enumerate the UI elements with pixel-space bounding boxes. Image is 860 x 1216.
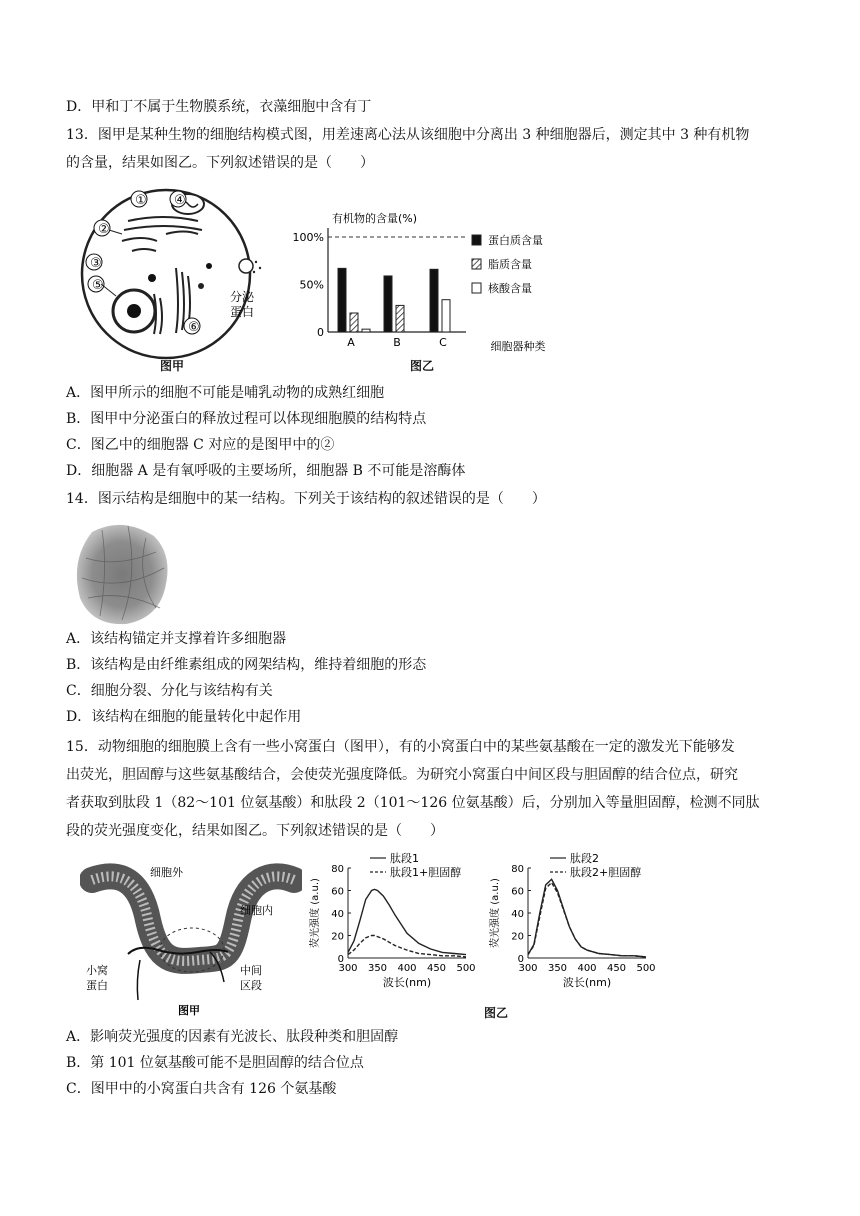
peptide1-legend-label-0: 肽段1 [390,852,419,865]
peptide1-x-tick: 300 [338,963,358,974]
peptide2-ylabel: 荧光强度 (a.u.) [490,878,501,948]
peptide2-y-tick: 20 [511,931,524,943]
q15-stem-line3: 者获取到肽段 1（82～101 位氨基酸）和肽段 2（101～126 位氨基酸）后，分别加入等量胆固醇，检测不同肽 [66,795,760,811]
q15-fig-b-caption: 图乙 [484,1006,509,1020]
peptide1-y-tick: 40 [331,909,344,920]
inside-label: 细胞内 [240,904,273,917]
caveolae-membrane-diagram [80,850,302,1018]
q13-option-b: B．图甲中分泌蛋白的释放过程可以体现细胞膜的结构特点 [66,411,427,427]
caveolin-label-2: 蛋白 [86,979,108,992]
peptide1-series-0 [348,889,466,954]
peptide1-y-tick: 20 [331,931,344,943]
peptide2-y-tick: 40 [511,909,524,920]
q15-option-b: B．第 101 位氨基酸可能不是胆固醇的结合位点 [66,1055,364,1071]
peptide1-x-tick: 350 [367,963,388,974]
peptide1-series-1 [348,936,466,957]
caveolin-label-1: 小窝 [86,964,108,977]
q13-option-c: C．图乙中的细胞器 C 对应的是图甲中的② [66,437,335,453]
peptide2-legend-label-0: 肽段2 [570,852,599,865]
legend-label-1: 脂质含量 [488,258,532,271]
peptide2-x-tick: 350 [547,963,568,974]
q15-stem-line1: 15．动物细胞的细胞膜上含有一些小窝蛋白（图甲），有的小窝蛋白中的某些氨基酸在一定的激发光下能够发 [66,739,735,755]
peptide2-x-tick: 300 [518,963,538,974]
secreted-protein-label-1: 分泌 [230,290,255,304]
middle-segment-label-1: 中间 [240,964,262,977]
q14-option-b: B．该结构是由纤维素组成的网架结构，维持着细胞的形态 [66,657,427,673]
legend-swatch-1 [472,259,481,269]
label-6: ⑥ [188,320,200,335]
middle-segment-label-2: 区段 [240,979,262,992]
peptide2-x-tick: 450 [606,963,627,974]
q14-option-d: D．该结构在细胞的能量转化中起作用 [66,709,302,725]
peptide1-x-tick: 450 [426,963,447,974]
peptide2-xlabel: 波长(nm) [562,976,612,989]
peptide1-x-tick: 400 [397,963,417,974]
peptide1-y-tick: 60 [331,886,344,898]
q15-fig-a-caption: 图甲 [178,1004,200,1017]
peptide1-x-tick: 500 [456,963,476,974]
q14-option-c: C．细胞分裂、分化与该结构有关 [66,683,273,699]
label-1: ① [135,193,147,208]
q13-option-d: D．细胞器 A 是有氧呼吸的主要场所，细胞器 B 不可能是溶酶体 [66,463,466,479]
peptide1-fluorescence-chart [306,850,478,1000]
q15-option-c: C．图甲中的小窝蛋白共含有 126 个氨基酸 [66,1081,337,1097]
bar-chart-y-tick: 100% [292,231,324,244]
peptide1-y-tick: 0 [337,954,344,965]
bar-chart-ylabel: 有机物的含量(%) [332,212,418,225]
bar-B-1 [396,305,404,332]
peptide1-xlabel: 波长(nm) [382,976,432,989]
q13-stem-line1: 13．图甲是某种生物的细胞结构模式图，用差速离心法从该细胞中分离出 3 种细胞器后，测定其中 3 种有机物 [66,127,750,143]
bar-chart-x-tick: C [439,336,447,349]
peptide2-legend-label-1: 肽段2+胆固醇 [570,866,642,879]
peptide2-y-tick: 60 [511,886,524,898]
bar-chart-y-tick: 50% [299,278,324,292]
peptide2-series-1 [528,883,646,957]
q13-fig-b-caption: 图乙 [410,359,435,373]
bar-chart-x-tick: B [393,336,401,349]
bar-A-2 [362,329,370,332]
q13-stem-line2: 的含量，结果如图乙。下列叙述错误的是（ ） [66,155,374,171]
q13-bar-chart [286,192,556,356]
q15-option-a: A．影响荧光强度的因素有光波长、肽段种类和胆固醇 [66,1029,399,1045]
legend-label-0: 蛋白质含量 [488,234,543,247]
q14-stem: 14．图示结构是细胞中的某一结构。下列关于该结构的叙述错误的是（ ） [66,491,546,507]
cytoskeleton-micrograph [72,518,172,626]
label-5: ⑤ [92,278,104,293]
bar-B-0 [384,276,392,332]
legend-swatch-0 [472,235,481,245]
bar-chart-y-tick: 0 [317,326,324,339]
bar-C-2 [442,300,450,332]
peptide2-x-tick: 500 [636,963,656,974]
peptide1-ylabel: 荧光强度 (a.u.) [310,878,321,948]
legend-label-2: 核酸含量 [488,282,532,295]
q15-stem-line2: 出荧光，胆固醇与这些氨基酸结合，会使荧光强度降低。为研究小窝蛋白中间区段与胆固醇的结合位点，研究 [66,767,738,783]
peptide2-y-tick: 80 [511,864,524,875]
secreted-protein-label-2: 蛋白 [230,305,255,319]
legend-swatch-2 [472,283,481,293]
label-4: ④ [174,193,186,208]
bar-A-1 [350,313,358,332]
q15-stem-line4: 段的荧光强度变化，结果如图乙。下列叙述错误的是（ ） [66,823,444,839]
label-2: ② [98,222,110,237]
outside-label: 细胞外 [150,866,183,879]
q14-option-a: A．该结构锚定并支撑着许多细胞器 [66,631,287,647]
q13-cell-diagram [66,186,271,376]
peptide2-x-tick: 400 [577,963,597,974]
q13-option-a: A．图甲所示的细胞不可能是哺乳动物的成熟红细胞 [66,385,385,401]
bar-C-0 [430,269,438,332]
bar-chart-x-tick: A [347,336,355,349]
peptide1-y-tick: 80 [331,864,344,875]
bar-chart-xlabel: 细胞器种类 [490,340,546,353]
peptide2-fluorescence-chart [486,850,658,1000]
label-3: ③ [90,256,102,271]
peptide2-y-tick: 0 [517,954,524,965]
bar-A-0 [338,268,346,332]
peptide1-legend-label-1: 肽段1+胆固醇 [390,866,462,879]
q13-fig-a-caption: 图甲 [160,359,185,373]
q12-option-d: D．甲和丁不属于生物膜系统，衣藻细胞中含有丁 [66,99,372,115]
